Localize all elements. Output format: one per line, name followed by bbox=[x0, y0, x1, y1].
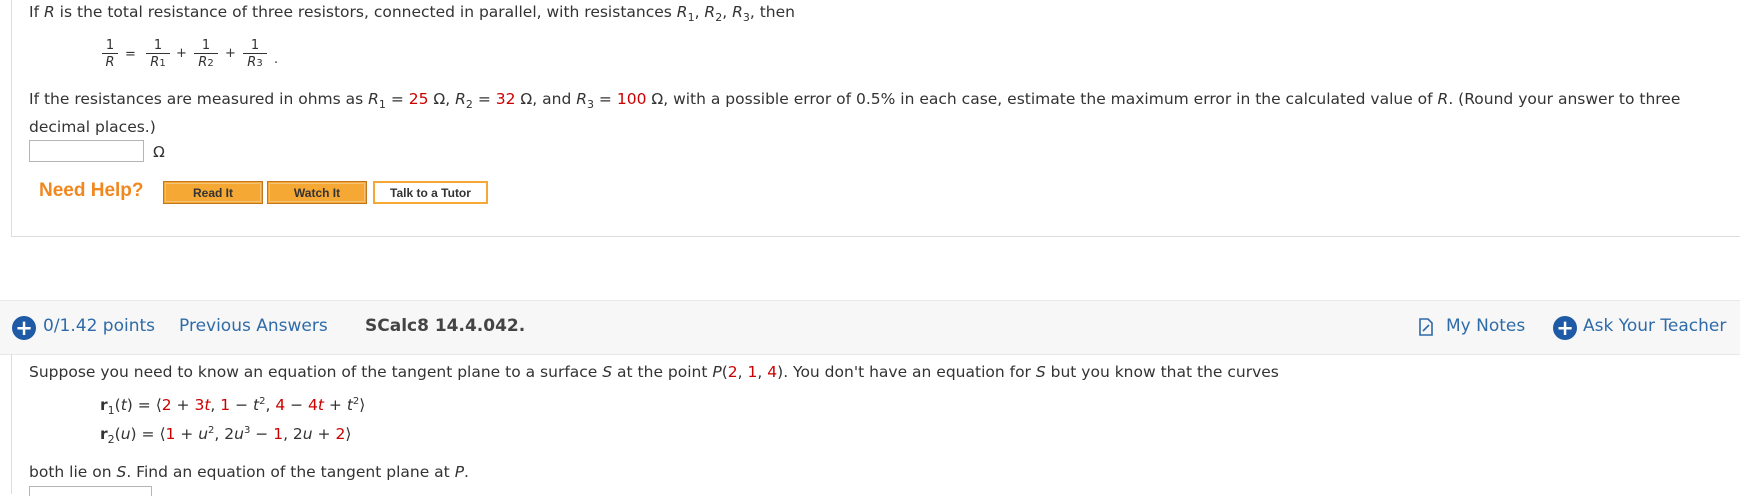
watch-it-button[interactable]: Watch It bbox=[267, 181, 367, 204]
curve-r1: $r_1(t)$ = ⟨2 + 3t, $1 - t^2$, $4 - 4t + t^2⟩$ bbox=[100, 396, 366, 417]
question-1-given-line-2: decimal places.) bbox=[29, 118, 156, 136]
question-2-intro: Suppose you need to know an equation of the tangent plane to a surface S at the point P(2, 1, 4). You don't have an equation for S but you know that the curves bbox=[29, 363, 1279, 381]
points-label: 0/1.42 points bbox=[43, 316, 156, 336]
talk-to-tutor-button[interactable]: Talk to a Tutor bbox=[373, 181, 488, 204]
question-2-header bbox=[0, 300, 1740, 355]
answer-input-1[interactable] bbox=[29, 140, 144, 162]
notes-icon bbox=[1418, 318, 1434, 336]
question-1-given-values: If the resistances are measured in ohms as $R_1 = 25$ Ω, $R_2 = 32$ Ω, and $R_3 = 100$ Ω, with a possible error of 0.5% in each case, estimate the maximum error in the calculated value of R. (Round your answer to three bbox=[29, 90, 1681, 111]
ask-your-teacher-label: Ask Your Teacher bbox=[1583, 316, 1727, 336]
question-1-intro: If R is the total resistance of three resistors, connected in parallel, with resistances $R_1$, $R_2$, $R_3$, then bbox=[29, 3, 795, 24]
previous-answers-link[interactable]: Previous Answers bbox=[179, 316, 328, 336]
expand-plus-icon[interactable]: + bbox=[12, 316, 36, 340]
ask-plus-icon: + bbox=[1553, 316, 1577, 340]
need-help-label: Need Help? bbox=[39, 180, 144, 201]
read-it-button[interactable]: Read It bbox=[163, 181, 263, 204]
question-2-conclusion: both lie on S. Find an equation of the tangent plane at P. bbox=[29, 463, 469, 481]
my-notes-label: My Notes bbox=[1446, 316, 1526, 336]
curve-r2: $r_2(u)$ = ⟨1 + $u^2$, $2u^3 - 1$, 2u + 2⟩ bbox=[100, 425, 352, 446]
question-source: SCalc8 14.4.042. bbox=[365, 316, 526, 336]
answer-unit-ohm: Ω bbox=[153, 143, 165, 161]
answer-input-2[interactable] bbox=[29, 486, 152, 496]
